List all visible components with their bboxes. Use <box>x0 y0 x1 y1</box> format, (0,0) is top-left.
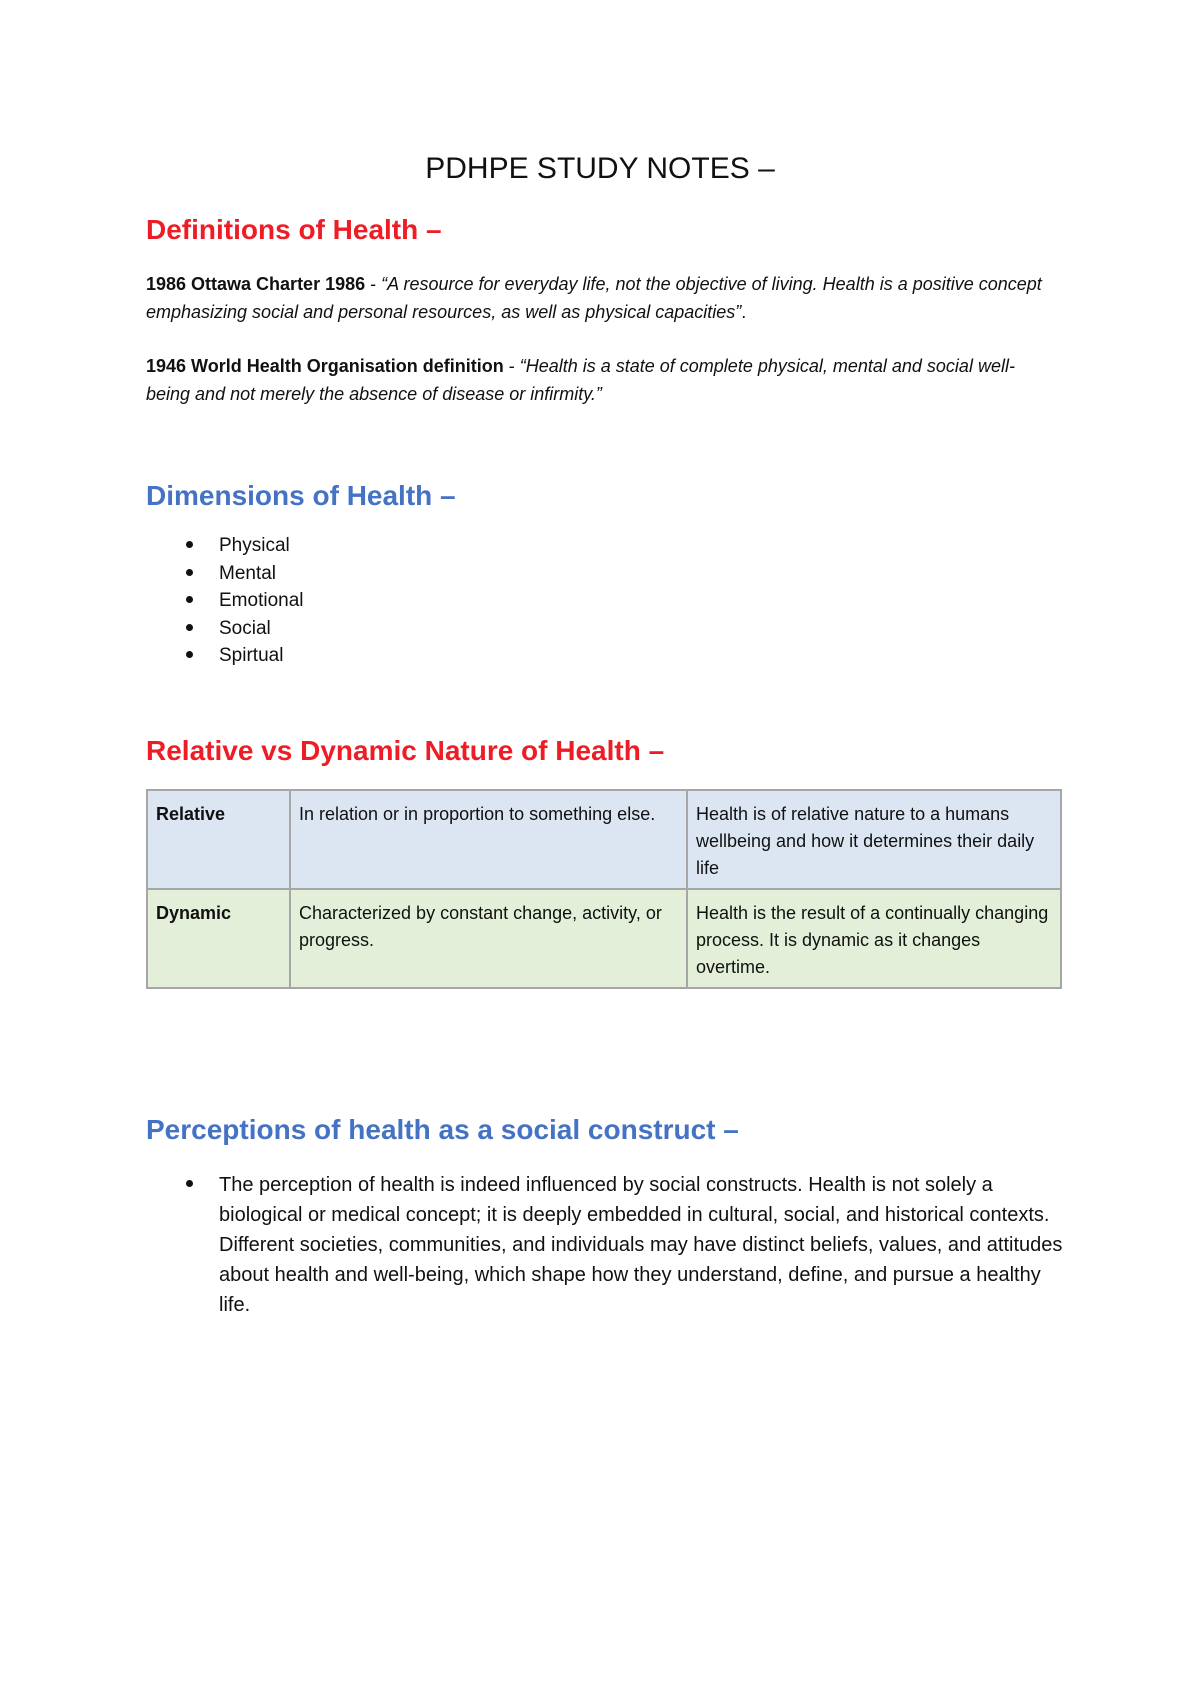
who-label: 1946 World Health Organisation definition <box>146 356 504 376</box>
ottawa-end: . <box>741 302 747 322</box>
perceptions-heading: Perceptions of health as a social construct – <box>146 1114 739 1145</box>
who-quote: “Health is a state of complete physical, mental and social well-being and not merely the absence of disease or infirmity.” <box>146 356 1015 404</box>
who-definition <box>146 352 1046 408</box>
list-item <box>146 587 304 615</box>
list-item-label: Social <box>219 617 271 639</box>
table-cell-explanation: Health is the result of a continually changing process. It is dynamic as it changes overtime. <box>687 889 1061 988</box>
relative-dynamic-table <box>146 789 1062 989</box>
table-row <box>147 790 1061 889</box>
page-title: PDHPE STUDY NOTES – <box>425 152 775 185</box>
bullet-icon <box>186 624 193 631</box>
bullet-icon <box>186 596 193 603</box>
list-item <box>146 560 304 588</box>
list-item-label: Mental <box>219 562 277 584</box>
table-cell-explanation: Health is of relative nature to a humans wellbeing and how it determines their daily life <box>687 790 1061 889</box>
perceptions-text: The perception of health is indeed influenced by social constructs. Health is not solely a biological or medical concept; it is deeply embedded in cultural, social, and historical contexts. Different societies, communities, and individuals may have distinct beliefs, values, and attitudes about health and well-being, which shape how they understand, define, and pursue a healthy life. <box>219 1174 1063 1316</box>
table-cell-definition: Characterized by constant change, activity, or progress. <box>290 889 687 988</box>
dimensions-list <box>146 532 304 670</box>
ottawa-separator: - <box>365 274 382 294</box>
list-item-label: Spirtual <box>219 645 284 666</box>
bullet-icon <box>186 569 193 576</box>
list-item <box>146 532 304 560</box>
ottawa-definition <box>146 270 1046 326</box>
list-item <box>146 1170 1066 1320</box>
definitions-heading: Definitions of Health – <box>146 214 442 245</box>
who-separator: - <box>503 356 520 376</box>
list-item <box>146 642 304 670</box>
list-item <box>146 615 304 643</box>
ottawa-quote: “A resource for everyday life, not the objective of living. Health is a positive concept emphasizing social and personal resources, as well as physical capacities” <box>146 274 1042 322</box>
ottawa-label: 1986 Ottawa Charter 1986 <box>146 274 366 294</box>
table-cell-term: Relative <box>147 790 290 889</box>
bullet-icon <box>186 651 193 658</box>
bullet-icon <box>186 1180 193 1187</box>
list-item-label: Emotional <box>219 590 304 611</box>
relative-dynamic-heading: Relative vs Dynamic Nature of Health – <box>146 735 665 766</box>
bullet-icon <box>186 541 193 548</box>
table-cell-term: Dynamic <box>147 889 290 988</box>
list-item-label: Physical <box>219 535 290 556</box>
perceptions-list <box>146 1170 1066 1320</box>
dimensions-heading: Dimensions of Health – <box>146 480 456 511</box>
table-row <box>147 889 1061 988</box>
table-cell-definition: In relation or in proportion to something else. <box>290 790 687 889</box>
